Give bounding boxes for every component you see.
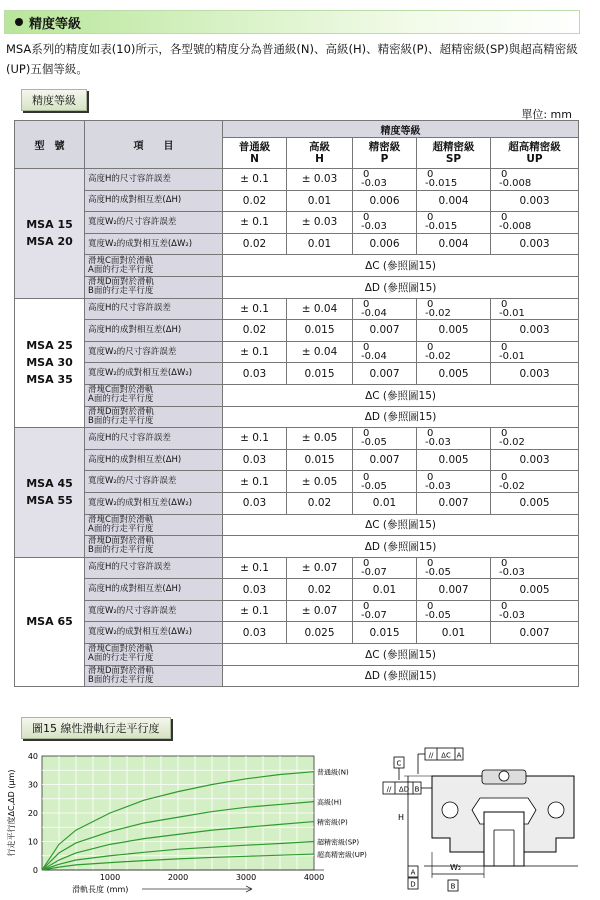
table-row <box>15 233 579 255</box>
tol-upper: 0 <box>427 298 434 310</box>
y-tick-label: 10 <box>27 837 38 847</box>
value-cell <box>491 212 579 234</box>
table-row <box>15 298 579 320</box>
value-cell <box>491 341 579 363</box>
x-tick-label: 4000 <box>303 873 325 882</box>
item-line: B面的行走平行度 <box>88 415 154 426</box>
grade-name: 超精密級 <box>432 141 475 153</box>
tol-upper: 0 <box>427 169 434 181</box>
item-label <box>85 406 223 428</box>
item-line: B面的行走平行度 <box>88 286 154 297</box>
value-cell: 0.03 <box>223 449 287 471</box>
tol-lower: -0.008 <box>499 178 532 190</box>
value-cell: 0.003 <box>491 320 579 342</box>
tol-lower: -0.03 <box>499 610 525 622</box>
value-cell: 0.02 <box>223 190 287 212</box>
tol-upper: 0 <box>427 342 434 354</box>
series-label: 超高精密級(UP) <box>317 851 367 860</box>
value-cell <box>491 600 579 622</box>
value-cell: 0.007 <box>491 622 579 644</box>
table-row <box>15 644 579 666</box>
table-row <box>15 212 579 234</box>
header-grade-4 <box>491 138 579 169</box>
value-cell: 0.007 <box>417 492 491 514</box>
value-cell: 0.005 <box>417 449 491 471</box>
item-line: 滑塊D面對於滑軌 <box>88 406 155 417</box>
item-label: 高度H的尺寸容許誤差 <box>85 298 223 320</box>
grade-name: 普通級 <box>238 141 271 153</box>
tol-lower: -0.05 <box>425 566 451 578</box>
item-line: 滑塊C面對於滑軌 <box>88 514 154 525</box>
item-line: 滑塊D面對於滑軌 <box>88 536 155 547</box>
item-label: 寬度W₂的尺寸容許誤差 <box>85 471 223 493</box>
tol-lower: -0.008 <box>499 221 532 233</box>
tol-lower: -0.05 <box>361 480 387 492</box>
value-cell: 0.02 <box>287 579 353 601</box>
value-cell: 0.03 <box>223 492 287 514</box>
value-cell: 0.003 <box>491 190 579 212</box>
label-h: H <box>398 813 405 822</box>
fcf-c-value: ΔC <box>441 751 451 760</box>
item-label <box>85 276 223 298</box>
value-cell <box>491 298 579 320</box>
grade-name: 高級 <box>309 141 330 153</box>
value-cell: 0.03 <box>223 622 287 644</box>
tol-upper: 0 <box>501 471 508 483</box>
table-tag: 精度等級 <box>21 89 87 111</box>
item-label <box>85 536 223 558</box>
table-row <box>15 471 579 493</box>
item-label: 寬度W₂的尺寸容許誤差 <box>85 341 223 363</box>
tol-lower: -0.07 <box>361 566 387 578</box>
item-line: B面的行走平行度 <box>88 545 154 556</box>
value-cell <box>353 169 417 191</box>
section-header <box>4 10 580 34</box>
fcf-c <box>425 748 463 760</box>
item-line: 滑塊C面對於滑軌 <box>88 385 154 396</box>
value-cell: 0.015 <box>287 320 353 342</box>
item-line: 滑塊D面對於滑軌 <box>88 665 155 676</box>
value-cell: 0.01 <box>287 190 353 212</box>
model-cell <box>15 557 85 687</box>
model-name: MSA 25 <box>26 339 73 353</box>
value-cell <box>491 428 579 450</box>
model-name: MSA 30 <box>26 356 73 370</box>
item-label: 高度H的尺寸容許誤差 <box>85 557 223 579</box>
value-cell: ± 0.04 <box>287 298 353 320</box>
y-tick-label: 0 <box>32 866 38 875</box>
table-row <box>15 169 579 191</box>
tol-lower: -0.03 <box>361 221 387 233</box>
tol-upper: 0 <box>363 601 370 613</box>
table-row <box>15 276 579 298</box>
tol-lower: -0.015 <box>425 178 458 190</box>
intro-paragraph: MSA系列的精度如表(10)所示，各型號的精度分為普通級(N)、高級(H)、精密級(P)、超精密級(SP)與超高精密級(UP)五個等級。 <box>6 42 578 76</box>
series-label: 高級(H) <box>317 798 342 807</box>
item-label: 寬度W₂的成對相互差(ΔW₂) <box>85 363 223 385</box>
rail <box>484 812 524 866</box>
value-cell: ± 0.07 <box>287 557 353 579</box>
tol-lower: -0.05 <box>361 437 387 449</box>
tol-upper: 0 <box>427 601 434 613</box>
value-cell: 0.007 <box>353 363 417 385</box>
table-row <box>15 449 579 471</box>
value-cell: 0.005 <box>491 579 579 601</box>
parallelism-ref: ΔD (參照圖15) <box>223 536 579 558</box>
value-cell: ± 0.04 <box>287 341 353 363</box>
value-cell: ± 0.1 <box>223 600 287 622</box>
table-row <box>15 363 579 385</box>
table-row <box>15 190 579 212</box>
tol-upper: 0 <box>501 601 508 613</box>
rail-diagram <box>388 740 588 895</box>
tol-lower: -0.03 <box>361 178 387 190</box>
label-c: C <box>396 759 402 768</box>
grade-name: 精密級 <box>368 141 401 153</box>
tol-upper: 0 <box>363 212 370 224</box>
header-grade-2 <box>353 138 417 169</box>
tol-upper: 0 <box>501 342 508 354</box>
tol-lower: -0.02 <box>499 480 525 492</box>
header-grade-0 <box>223 138 287 169</box>
value-cell: 0.003 <box>491 363 579 385</box>
tol-lower: -0.03 <box>425 480 451 492</box>
tol-upper: 0 <box>363 428 370 440</box>
label-d: D <box>410 880 416 889</box>
y-axis-label: 行走平行度ΔC,ΔD (μm) <box>7 769 16 857</box>
value-cell: ± 0.1 <box>223 298 287 320</box>
value-cell: 0.003 <box>491 449 579 471</box>
item-label: 高度H的尺寸容許誤差 <box>85 428 223 450</box>
table-row <box>15 341 579 363</box>
value-cell: 0.015 <box>353 622 417 644</box>
model-cell <box>15 298 85 428</box>
tol-lower: -0.05 <box>425 610 451 622</box>
fcf-d-symbol: // <box>386 785 392 794</box>
value-cell: 0.007 <box>417 579 491 601</box>
value-cell: 0.025 <box>287 622 353 644</box>
model-cell <box>15 428 85 558</box>
model-cell <box>15 169 85 299</box>
x-axis-arrow <box>142 886 252 892</box>
value-cell <box>417 557 491 579</box>
header-grade-3 <box>417 138 491 169</box>
series-label: 精密級(P) <box>317 818 348 827</box>
tol-upper: 0 <box>363 557 370 569</box>
item-line: 滑塊C面對於滑軌 <box>88 644 154 655</box>
model-name: MSA 35 <box>26 373 73 387</box>
grade-code: H <box>315 153 324 165</box>
model-name: MSA 20 <box>26 235 73 249</box>
item-label <box>85 514 223 536</box>
item-label: 高度H的成對相互差(ΔH) <box>85 320 223 342</box>
value-cell: ± 0.03 <box>287 212 353 234</box>
item-label: 寬度W₂的成對相互差(ΔW₂) <box>85 233 223 255</box>
tol-lower: -0.04 <box>361 351 387 363</box>
value-cell <box>491 471 579 493</box>
model-name: MSA 65 <box>26 615 73 629</box>
value-cell: 0.01 <box>353 492 417 514</box>
value-cell: 0.02 <box>287 492 353 514</box>
value-cell: 0.01 <box>417 622 491 644</box>
table-row <box>15 514 579 536</box>
grade-name: 超高精密級 <box>508 141 561 153</box>
tol-upper: 0 <box>363 298 370 310</box>
parallelism-ref: ΔC (參照圖15) <box>223 384 579 406</box>
tol-lower: -0.03 <box>425 437 451 449</box>
value-cell: 0.005 <box>491 492 579 514</box>
tol-lower: -0.01 <box>499 307 525 319</box>
bullet-icon <box>15 18 23 26</box>
item-line: A面的行走平行度 <box>88 523 154 534</box>
item-line: A面的行走平行度 <box>88 394 154 405</box>
parallelism-chart <box>0 740 380 900</box>
tol-lower: -0.07 <box>361 610 387 622</box>
item-label <box>85 644 223 666</box>
y-tick-label: 20 <box>27 809 38 818</box>
tol-upper: 0 <box>501 557 508 569</box>
label-w2: W₂ <box>450 863 462 872</box>
value-cell: 0.01 <box>287 233 353 255</box>
value-cell <box>417 471 491 493</box>
value-cell <box>417 169 491 191</box>
table-row <box>15 579 579 601</box>
tol-upper: 0 <box>427 557 434 569</box>
item-label: 寬度W₂的成對相互差(ΔW₂) <box>85 492 223 514</box>
value-cell: 0.006 <box>353 190 417 212</box>
value-cell: ± 0.1 <box>223 557 287 579</box>
fcf-d-value: ΔD <box>398 785 410 794</box>
item-label: 高度H的成對相互差(ΔH) <box>85 449 223 471</box>
value-cell: 0.003 <box>491 233 579 255</box>
header-grade-group: 精度等級 <box>223 121 579 138</box>
tol-lower: -0.01 <box>499 351 525 363</box>
value-cell <box>353 428 417 450</box>
item-label: 寬度W₂的成對相互差(ΔW₂) <box>85 622 223 644</box>
x-axis-label: 滑軌長度 (mm) <box>72 885 129 894</box>
tol-upper: 0 <box>427 428 434 440</box>
table-row <box>15 665 579 687</box>
header-grade-1 <box>287 138 353 169</box>
tol-lower: -0.02 <box>499 437 525 449</box>
table-row <box>15 492 579 514</box>
item-line: B面的行走平行度 <box>88 674 154 685</box>
header-model: 型 號 <box>15 121 85 169</box>
table-row <box>15 384 579 406</box>
value-cell <box>417 428 491 450</box>
y-tick-label: 30 <box>27 780 38 790</box>
value-cell <box>353 341 417 363</box>
value-cell: ± 0.1 <box>223 341 287 363</box>
value-cell: ± 0.1 <box>223 169 287 191</box>
value-cell <box>417 212 491 234</box>
tol-upper: 0 <box>363 169 370 181</box>
parallelism-ref: ΔC (參照圖15) <box>223 255 579 277</box>
section-title: 精度等級 <box>29 16 82 32</box>
table-row <box>15 255 579 277</box>
value-cell: ± 0.1 <box>223 212 287 234</box>
x-tick-label: 1000 <box>99 873 121 882</box>
tol-upper: 0 <box>363 342 370 354</box>
datum-b: B <box>450 882 456 891</box>
parallelism-ref: ΔD (參照圖15) <box>223 406 579 428</box>
value-cell <box>417 341 491 363</box>
table-row <box>15 557 579 579</box>
tol-upper: 0 <box>427 212 434 224</box>
model-name: MSA 55 <box>26 494 73 508</box>
model-name: MSA 45 <box>26 477 73 491</box>
value-cell: ± 0.07 <box>287 600 353 622</box>
tol-upper: 0 <box>427 471 434 483</box>
item-label <box>85 384 223 406</box>
value-cell: 0.004 <box>417 233 491 255</box>
tol-lower: -0.04 <box>361 307 387 319</box>
y-tick-label: 40 <box>27 752 38 761</box>
figure-tag: 圖15 線性滑軌行走平行度 <box>21 717 171 739</box>
value-cell: ± 0.05 <box>287 471 353 493</box>
datum-a: A <box>410 868 416 877</box>
table-row <box>15 600 579 622</box>
value-cell <box>417 600 491 622</box>
value-cell: ± 0.1 <box>223 471 287 493</box>
x-tick-label: 3000 <box>235 873 257 882</box>
value-cell: 0.004 <box>417 190 491 212</box>
series-label: 超精密級(SP) <box>317 838 360 847</box>
fcf-d-datum: B <box>414 785 420 794</box>
tol-upper: 0 <box>501 212 508 224</box>
value-cell <box>417 298 491 320</box>
item-line: A面的行走平行度 <box>88 264 154 275</box>
value-cell: 0.005 <box>417 320 491 342</box>
tol-upper: 0 <box>501 428 508 440</box>
table-row <box>15 622 579 644</box>
value-cell: 0.015 <box>287 449 353 471</box>
item-line: 滑塊D面對於滑軌 <box>88 277 155 288</box>
accuracy-table <box>14 120 579 687</box>
parallelism-ref: ΔC (參照圖15) <box>223 644 579 666</box>
grade-code: SP <box>445 153 462 165</box>
tol-lower: -0.02 <box>425 307 451 319</box>
table-row <box>15 536 579 558</box>
value-cell: 0.005 <box>417 363 491 385</box>
value-cell <box>353 212 417 234</box>
value-cell <box>353 557 417 579</box>
grade-code: UP <box>526 153 543 165</box>
parallelism-ref: ΔD (參照圖15) <box>223 665 579 687</box>
tol-upper: 0 <box>501 298 508 310</box>
item-label <box>85 665 223 687</box>
item-label: 高度H的尺寸容許誤差 <box>85 169 223 191</box>
tol-lower: -0.015 <box>425 221 458 233</box>
value-cell: 0.02 <box>223 320 287 342</box>
parallelism-ref: ΔC (參照圖15) <box>223 514 579 536</box>
value-cell <box>353 298 417 320</box>
series-label: 普通級(N) <box>317 768 349 777</box>
tol-lower: -0.02 <box>425 351 451 363</box>
model-name: MSA 15 <box>26 218 73 232</box>
value-cell: ± 0.05 <box>287 428 353 450</box>
header-item: 項 目 <box>85 121 223 169</box>
x-tick-label: 2000 <box>167 873 189 882</box>
item-label: 寬度W₂的尺寸容許誤差 <box>85 600 223 622</box>
value-cell: ± 0.1 <box>223 428 287 450</box>
value-cell: 0.015 <box>287 363 353 385</box>
grade-code: P <box>380 153 389 165</box>
item-label: 高度H的成對相互差(ΔH) <box>85 190 223 212</box>
value-cell: 0.03 <box>223 363 287 385</box>
table-row <box>15 428 579 450</box>
tol-lower: -0.03 <box>499 566 525 578</box>
unit-label: 單位: mm <box>521 108 572 121</box>
tol-upper: 0 <box>501 169 508 181</box>
value-cell <box>491 557 579 579</box>
value-cell: 0.007 <box>353 449 417 471</box>
value-cell: 0.02 <box>223 233 287 255</box>
item-label: 寬度W₂的尺寸容許誤差 <box>85 212 223 234</box>
item-label <box>85 255 223 277</box>
fcf-d <box>383 782 421 794</box>
value-cell <box>353 471 417 493</box>
value-cell: 0.01 <box>353 579 417 601</box>
value-cell <box>353 600 417 622</box>
fcf-c-symbol: // <box>428 751 434 760</box>
item-line: A面的行走平行度 <box>88 653 154 664</box>
value-cell: 0.007 <box>353 320 417 342</box>
parallelism-ref: ΔD (參照圖15) <box>223 276 579 298</box>
value-cell: 0.03 <box>223 579 287 601</box>
item-label: 高度H的成對相互差(ΔH) <box>85 579 223 601</box>
value-cell: ± 0.03 <box>287 169 353 191</box>
value-cell: 0.006 <box>353 233 417 255</box>
table-row <box>15 406 579 428</box>
grade-code: N <box>250 153 259 165</box>
tol-upper: 0 <box>363 471 370 483</box>
fcf-c-datum: A <box>456 751 462 760</box>
value-cell <box>491 169 579 191</box>
item-line: 滑塊C面對於滑軌 <box>88 255 154 266</box>
table-row <box>15 320 579 342</box>
